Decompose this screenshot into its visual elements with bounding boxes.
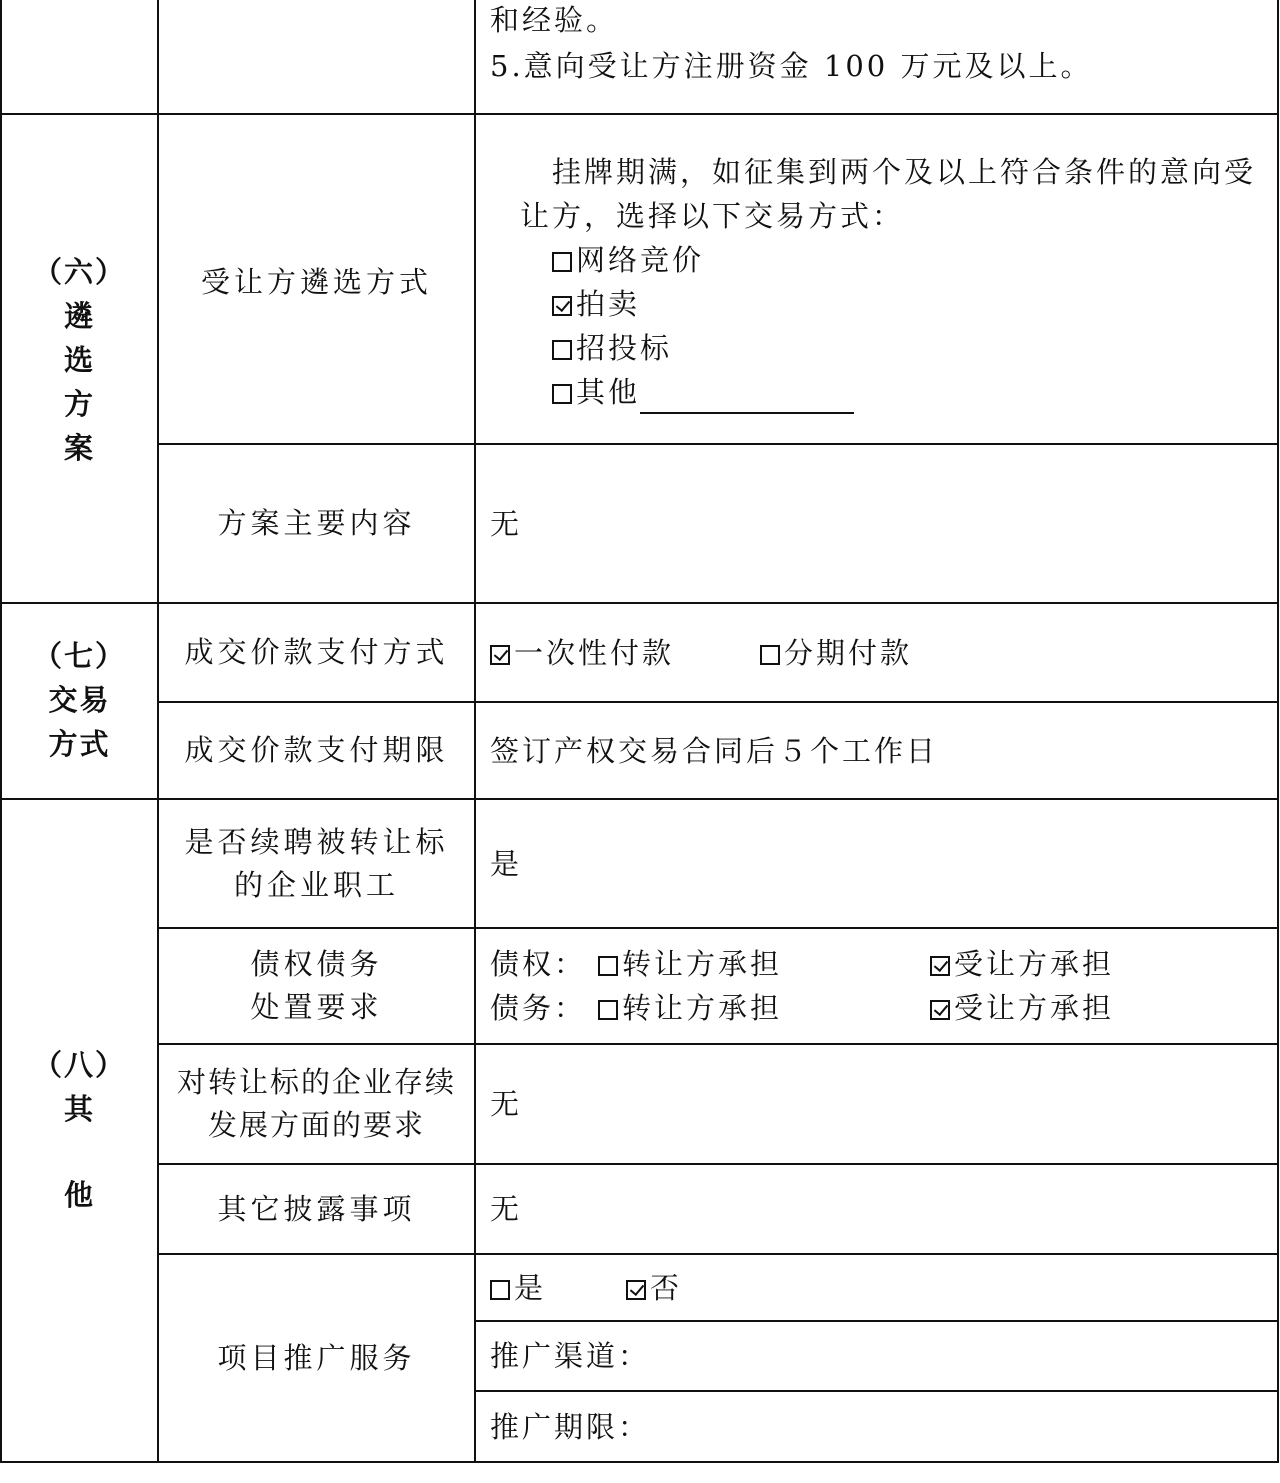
debts-row: 债务： 转让方承担 受让方承担	[490, 986, 1270, 1030]
checkbox-icon[interactable]	[552, 340, 572, 360]
table-right-border	[1277, 0, 1279, 1463]
requirement-item-5: 5.意向受让方注册资金 100 万元及以上。	[490, 49, 1093, 83]
section-8-char: 他	[63, 1178, 95, 1212]
checkbox-icon[interactable]	[598, 1000, 618, 1020]
checkbox-checked-icon[interactable]	[930, 956, 950, 976]
section-6-char: 案	[63, 431, 95, 465]
checkbox-checked-icon[interactable]	[930, 1000, 950, 1020]
checkbox-icon[interactable]	[552, 384, 572, 404]
section-7-title	[2, 634, 157, 774]
section-7-number: （七）	[32, 639, 126, 673]
section-6-char: 遴	[63, 299, 95, 333]
column-divider-2	[474, 0, 476, 1463]
table-bottom-border	[0, 1461, 1279, 1463]
section-6-title	[2, 250, 157, 470]
option-lump-sum[interactable]: 一次性付款	[490, 631, 760, 675]
selection-intro: 挂牌期满，如征集到两个及以上符合条件的意向受让方，选择以下交易方式：	[520, 155, 1257, 233]
section-8-title	[2, 1043, 157, 1223]
checkbox-icon[interactable]	[490, 1280, 510, 1300]
survival-requirement-label: 对转让标的企业存续 发展方面的要求	[176, 1065, 456, 1142]
checkbox-icon[interactable]	[760, 645, 780, 665]
requirements-continuation	[490, 0, 1270, 108]
section-7-line: 方式	[48, 727, 111, 761]
section-8-number: （八）	[32, 1048, 126, 1082]
promotion-channel: 推广渠道：	[490, 1339, 651, 1373]
promotion-yes-no	[490, 1255, 1270, 1320]
checkbox-checked-icon[interactable]	[626, 1280, 646, 1300]
option-online-bidding[interactable]: 网络竞价	[552, 238, 1270, 282]
checkbox-checked-icon[interactable]	[552, 296, 572, 316]
option-tender[interactable]: 招投标	[552, 326, 1270, 370]
claims-row: 债权： 转让方承担 受让方承担	[490, 942, 1270, 986]
checkbox-icon[interactable]	[598, 956, 618, 976]
plan-content-value: 无	[490, 506, 523, 541]
promotion-no-option[interactable]: 否	[626, 1266, 682, 1310]
section-6-char: 方	[63, 387, 95, 421]
rehire-label: 是否续聘被转让标 的企业职工	[184, 824, 449, 902]
debt-handling-label: 债权债务 处置要求	[250, 947, 383, 1024]
payment-method-label: 成交价款支付方式	[184, 635, 449, 669]
row-divider	[0, 113, 1279, 115]
requirement-text: 和经验。	[490, 3, 619, 37]
payment-deadline-label: 成交价款支付期限	[184, 733, 449, 767]
rehire-value: 是	[490, 846, 523, 881]
other-disclosure-label: 其它披露事项	[217, 1191, 416, 1226]
promotion-yes-option[interactable]: 是	[490, 1266, 626, 1310]
other-disclosure-value: 无	[490, 1192, 523, 1226]
checkbox-checked-icon[interactable]	[490, 645, 510, 665]
promotion-period: 推广期限：	[490, 1409, 651, 1444]
claims-transferor-option[interactable]: 转让方承担	[598, 942, 930, 986]
survival-requirement-value: 无	[490, 1087, 523, 1121]
section-6-char: 选	[63, 343, 95, 377]
debts-transferor-option[interactable]: 转让方承担	[598, 986, 930, 1030]
promotion-service-label: 项目推广服务	[217, 1340, 416, 1375]
selection-method-value	[520, 150, 1270, 410]
option-installment[interactable]: 分期付款	[760, 631, 912, 675]
plan-content-label: 方案主要内容	[217, 506, 416, 540]
other-blank-line[interactable]	[640, 382, 854, 414]
payment-method-value	[490, 604, 1270, 701]
selection-method-label: 受让方遴选方式	[200, 264, 432, 299]
option-other[interactable]: 其他	[552, 370, 1270, 414]
checkbox-icon[interactable]	[552, 252, 572, 272]
section-8-char: 其	[63, 1092, 95, 1126]
payment-deadline-value: 签订产权交易合同后５个工作日	[490, 733, 939, 768]
section-7-line: 交易	[48, 683, 111, 717]
claims-transferee-option[interactable]: 受让方承担	[930, 947, 1114, 981]
section-6-number: （六）	[32, 255, 126, 289]
debts-transferee-option[interactable]: 受让方承担	[930, 991, 1114, 1025]
option-auction[interactable]: 拍卖	[552, 282, 1270, 326]
debt-handling-value	[490, 929, 1270, 1043]
